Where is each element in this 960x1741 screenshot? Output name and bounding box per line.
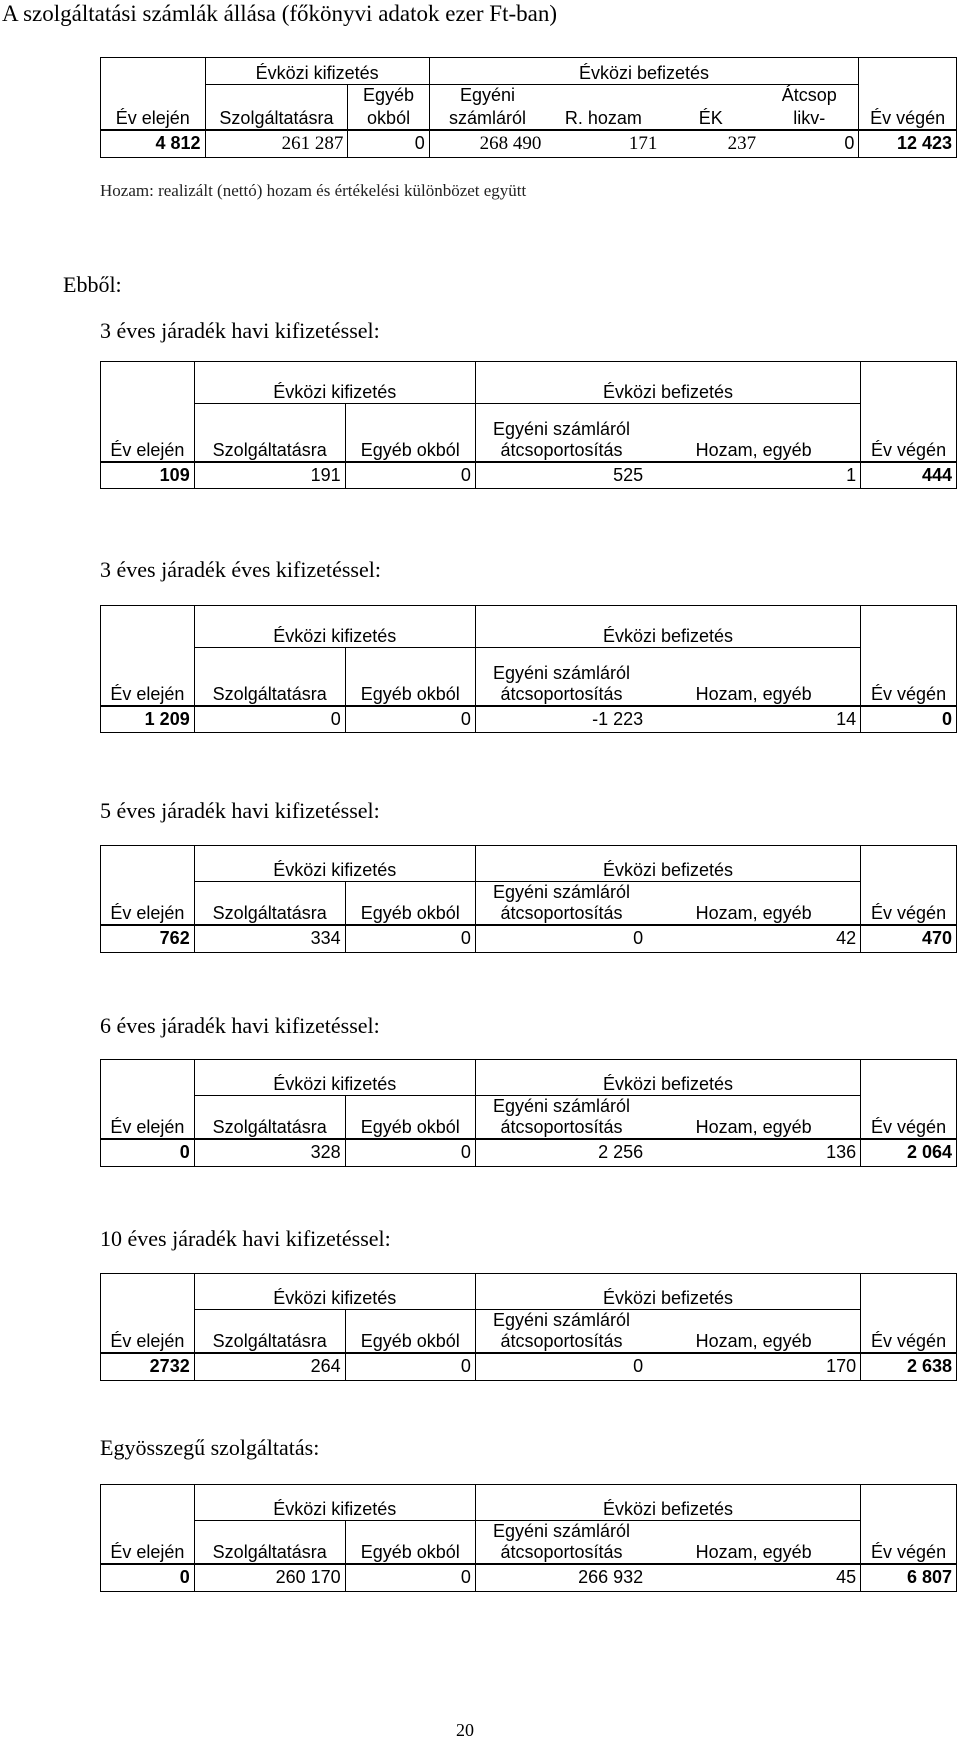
table-row	[101, 130, 957, 157]
header-egyeni-line2: számláról	[429, 106, 545, 130]
cell-ev-elejen: 0	[101, 1564, 195, 1591]
header-hozam-egyeb: Hozam, egyéb	[647, 1310, 860, 1354]
group-header-deposit: Évközi befizetés	[475, 606, 860, 648]
main-summary-table	[100, 57, 957, 158]
header-szolgaltatasra: Szolgáltatásra	[194, 882, 345, 926]
cell-egyeb-okbol: 0	[345, 462, 475, 489]
cell-ev-elejen: 109	[101, 462, 195, 489]
cell-ev-elejen: 762	[101, 925, 195, 952]
group-header-payout: Évközi kifizetés	[194, 1485, 475, 1521]
cell-hozam-egyeb: 45	[647, 1564, 860, 1591]
header-egyeni-line2: átcsoportosítás	[500, 1117, 623, 1137]
header-ev-elejen: Év elején	[101, 882, 195, 926]
section-table	[100, 361, 957, 489]
section-table	[100, 605, 957, 733]
header-egyeb-okbol: Egyéb okból	[345, 1096, 475, 1140]
header-ev-vegen: Év végén	[861, 648, 957, 706]
cell-atcsop: 0	[760, 130, 859, 157]
header-egyeni-line2: átcsoportosítás	[500, 1542, 623, 1562]
header-egyeni-line1: Egyéni számláról	[492, 1310, 631, 1330]
header-ev-elejen: Év elején	[101, 1096, 195, 1140]
cell-egyeb-okbol: 0	[345, 706, 475, 733]
header-ev-vegen: Év végén	[861, 1521, 957, 1565]
cell-ev-vegen: 2 638	[861, 1353, 957, 1380]
header-hozam-egyeb: Hozam, egyéb	[647, 404, 860, 462]
group-header-payout: Évközi kifizetés	[194, 362, 475, 404]
cell-hozam-egyeb: 1	[647, 462, 860, 489]
cell-ev-elejen: 2732	[101, 1353, 195, 1380]
cell-egyeb-okbol: 0	[345, 1353, 475, 1380]
header-egyeb-okbol: Egyéb okból	[345, 882, 475, 926]
group-header-payout: Évközi kifizetés	[194, 1274, 475, 1310]
cell-ev-vegen: 2 064	[861, 1139, 957, 1166]
section-label: 3 éves járadék éves kifizetéssel:	[100, 557, 381, 582]
header-egyeni-szamlarol	[475, 1096, 647, 1140]
header-szolgaltatasra: Szolgáltatásra	[194, 648, 345, 706]
header-szolgaltatasra: Szolgáltatásra	[205, 106, 348, 130]
ebbol-label: Ebből:	[63, 272, 122, 297]
cell-szolgaltatasra: 264	[194, 1353, 345, 1380]
group-header-deposit: Évközi befizetés	[475, 362, 860, 404]
header-egyeb-line1: Egyéb	[348, 85, 429, 107]
header-r-hozam: R. hozam	[564, 108, 642, 128]
section-label: 5 éves járadék havi kifizetéssel:	[100, 798, 380, 823]
header-hozam-egyeb: Hozam, egyéb	[647, 648, 860, 706]
cell-egyeni: 268 490	[429, 130, 545, 157]
table-row	[101, 1564, 957, 1591]
cell-ev-vegen: 12 423	[859, 130, 957, 157]
header-ev-elejen: Év elején	[101, 1521, 195, 1565]
section-label: 6 éves járadék havi kifizetéssel:	[100, 1013, 380, 1038]
header-ev-elejen: Év elején	[101, 1310, 195, 1354]
page-title: A szolgáltatási számlák állása (főkönyvi adatok ezer Ft-ban)	[2, 1, 557, 26]
cell-hozam-egyeb: 14	[647, 706, 860, 733]
header-ev-vegen: Év végén	[861, 404, 957, 462]
group-header-deposit: Évközi befizetés	[475, 1485, 860, 1521]
section-table	[100, 1059, 957, 1167]
header-egyeni-line1: Egyéni számláról	[492, 882, 631, 902]
header-egyeni-line2: átcsoportosítás	[500, 903, 623, 923]
header-egyeni-line1: Egyéni számláról	[492, 662, 631, 683]
header-egyeb-line2: okból	[348, 106, 429, 130]
cell-szolgaltatasra: 260 170	[194, 1564, 345, 1591]
cell-ev-vegen: 470	[861, 925, 957, 952]
cell-r-hozam: 171	[545, 130, 661, 157]
header-atcsop-line1: Átcsop	[760, 85, 859, 107]
cell-ev-elejen: 4 812	[101, 130, 206, 157]
header-szolgaltatasra: Szolgáltatásra	[194, 1310, 345, 1354]
cell-ev-vegen: 444	[861, 462, 957, 489]
cell-egyeb-okbol: 0	[345, 925, 475, 952]
header-egyeb-okbol: Egyéb okból	[345, 404, 475, 462]
header-egyeni-line1: Egyéni számláról	[492, 1096, 631, 1116]
cell-hozam-egyeb: 42	[647, 925, 860, 952]
group-header-deposit: Évközi befizetés	[475, 1060, 860, 1096]
header-ev-vegen: Év végén	[859, 106, 957, 130]
cell-egyeb: 0	[348, 130, 429, 157]
header-ek: ÉK	[698, 108, 723, 128]
header-hozam-egyeb: Hozam, egyéb	[647, 1096, 860, 1140]
header-atcsop-line2: likv-	[793, 108, 826, 128]
cell-szolgaltatasra: 261 287	[205, 130, 348, 157]
header-egyeni-szamlarol	[475, 404, 647, 462]
group-header-deposit: Évközi befizetés	[475, 846, 860, 882]
cell-ev-elejen: 0	[101, 1139, 195, 1166]
table-row	[101, 1139, 957, 1166]
cell-szolgaltatasra: 328	[194, 1139, 345, 1166]
table-row	[101, 462, 957, 489]
header-szolgaltatasra: Szolgáltatásra	[194, 404, 345, 462]
section-table	[100, 845, 957, 953]
header-ev-elejen: Év elején	[101, 404, 195, 462]
page-number: 20	[456, 1720, 474, 1740]
cell-szolgaltatasra: 334	[194, 925, 345, 952]
cell-egyeni-szamlarol: 0	[475, 925, 647, 952]
header-hozam-egyeb: Hozam, egyéb	[647, 882, 860, 926]
group-header-payout: Évközi kifizetés	[194, 846, 475, 882]
header-egyeb-okbol: Egyéb okból	[345, 648, 475, 706]
section-label: 3 éves járadék havi kifizetéssel:	[100, 318, 380, 343]
header-egyeni-szamlarol	[475, 648, 647, 706]
header-ev-vegen: Év végén	[861, 1096, 957, 1140]
group-header-payout: Évközi kifizetés	[205, 58, 429, 85]
cell-egyeb-okbol: 0	[345, 1139, 475, 1166]
cell-szolgaltatasra: 191	[194, 462, 345, 489]
cell-hozam-egyeb: 136	[647, 1139, 860, 1166]
header-ev-elejen: Év elején	[101, 648, 195, 706]
header-egyeb-okbol: Egyéb okból	[345, 1521, 475, 1565]
cell-ev-vegen: 6 807	[861, 1564, 957, 1591]
table-row	[101, 1353, 957, 1380]
section-table	[100, 1273, 957, 1381]
cell-egyeni-szamlarol: 266 932	[475, 1564, 647, 1591]
header-ev-elejen: Év elején	[101, 106, 206, 130]
header-egyeni-szamlarol	[475, 1310, 647, 1354]
cell-ek: 237	[661, 130, 760, 157]
header-egyeni-line2: átcsoportosítás	[500, 1331, 623, 1351]
section-table	[100, 1484, 957, 1592]
header-egyeni-line2: átcsoportosítás	[500, 683, 623, 704]
section-label: Egyösszegű szolgáltatás:	[100, 1435, 320, 1460]
header-egyeb-okbol: Egyéb okból	[345, 1310, 475, 1354]
group-header-deposit: Évközi befizetés	[475, 1274, 860, 1310]
header-egyeni-line1: Egyéni számláról	[492, 418, 631, 439]
table-row	[101, 706, 957, 733]
cell-egyeb-okbol: 0	[345, 1564, 475, 1591]
cell-egyeni-szamlarol: 525	[475, 462, 647, 489]
cell-egyeni-szamlarol: 2 256	[475, 1139, 647, 1166]
header-egyeni-line1: Egyéni számláról	[492, 1521, 631, 1541]
header-egyeni-szamlarol	[475, 1521, 647, 1565]
section-label: 10 éves járadék havi kifizetéssel:	[100, 1226, 391, 1251]
cell-egyeni-szamlarol: -1 223	[475, 706, 647, 733]
header-szolgaltatasra: Szolgáltatásra	[194, 1521, 345, 1565]
header-ev-vegen: Év végén	[861, 882, 957, 926]
cell-hozam-egyeb: 170	[647, 1353, 860, 1380]
header-egyeni-line2: átcsoportosítás	[500, 439, 623, 460]
header-hozam-egyeb: Hozam, egyéb	[647, 1521, 860, 1565]
cell-ev-vegen: 0	[861, 706, 957, 733]
header-egyeni-line1: Egyéni	[429, 85, 545, 107]
cell-szolgaltatasra: 0	[194, 706, 345, 733]
cell-egyeni-szamlarol: 0	[475, 1353, 647, 1380]
group-header-payout: Évközi kifizetés	[194, 1060, 475, 1096]
header-szolgaltatasra: Szolgáltatásra	[194, 1096, 345, 1140]
cell-ev-elejen: 1 209	[101, 706, 195, 733]
group-header-payout: Évközi kifizetés	[194, 606, 475, 648]
group-header-deposit: Évközi befizetés	[429, 58, 859, 85]
header-ev-vegen: Év végén	[861, 1310, 957, 1354]
table-row	[101, 925, 957, 952]
header-egyeni-szamlarol	[475, 882, 647, 926]
hozam-note: Hozam: realizált (nettó) hozam és értékelési különbözet együtt	[100, 181, 527, 200]
